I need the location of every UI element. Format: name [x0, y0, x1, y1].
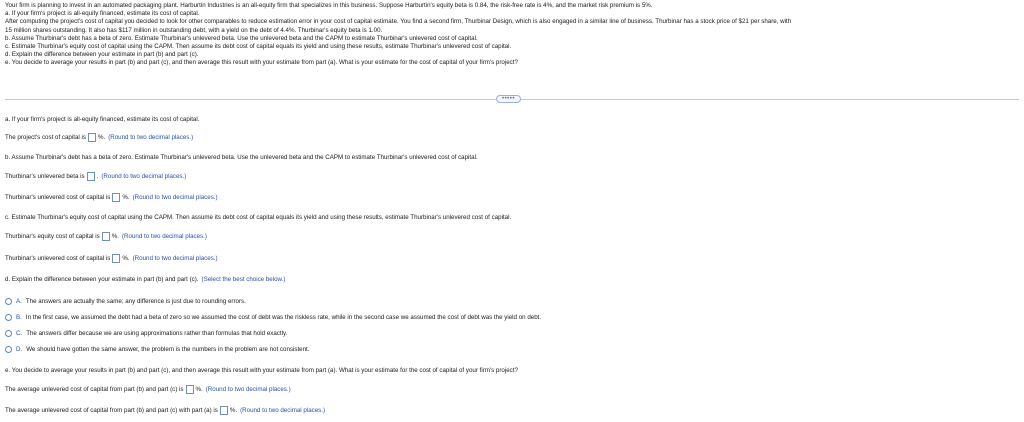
answer-b1-unit: .: [96, 173, 99, 180]
answer-d-hint: (Select the best choice below.): [201, 276, 286, 283]
answer-b2-unit: %.: [122, 194, 130, 201]
answer-c-question: [5, 214, 511, 221]
answer-e-question: [5, 367, 518, 374]
option-c-text: The answers differ because we are using approximations rather than formulas that hold exactly.: [26, 330, 288, 337]
answer-c-question-text: c. Estimate Thurbinar's equity cost of capital using the CAPM. Then assume its debt cost of capital equals its yield and using these results, estimate Thurbinar's unlevered cost of capital.: [5, 214, 512, 221]
option-d-text: We should have gotten the same answer, the problem is the numbers in the problem are not consistent.: [26, 346, 310, 353]
answer-c1-unit: %.: [111, 233, 119, 240]
option-c[interactable]: [5, 330, 287, 337]
answer-a-label: The project's cost of capital is: [5, 134, 86, 141]
problem-comparables-line2: 15 million shares outstanding. It also has $117 million in outstanding debt, with a yield on the debt of 4.4%. Thurbinar's equity beta is 1.00.: [5, 26, 383, 34]
answer-e2-unit: %.: [229, 407, 238, 414]
answer-b1-row: [5, 172, 186, 181]
answer-a-row: [5, 133, 193, 142]
answer-b2-input[interactable]: [112, 193, 120, 202]
answer-c1-label: Thurbinar's equity cost of capital is: [5, 233, 100, 240]
problem-statement: [5, 2, 1021, 68]
radio-option-a[interactable]: [5, 298, 12, 305]
problem-part-c: c. Estimate Thurbinar's equity cost of capital using the CAPM. Then assume its debt cost of capital equals its yield and using these results, estimate Thurbinar's unlevered cost of capital.: [5, 43, 512, 51]
answer-c1-input[interactable]: [102, 232, 110, 241]
problem-part-d: d. Explain the difference between your estimate in part (b) and part (c).: [5, 51, 199, 59]
answer-b2-row: [5, 193, 218, 202]
radio-option-d[interactable]: [5, 346, 12, 353]
answer-e2-input[interactable]: [220, 406, 228, 415]
expand-more-button[interactable]: [496, 95, 521, 103]
answer-e1-input[interactable]: [186, 385, 194, 394]
option-d-letter: D.: [16, 346, 23, 353]
answer-e-question-text: e. You decide to average your results in part (b) and part (c), and then average this result with your estimate from part (a). What is your estimate for the cost of capital of your firm's project?: [5, 367, 518, 374]
answer-e2-row: [5, 406, 325, 415]
radio-option-c[interactable]: [5, 330, 12, 337]
answer-c2-hint: (Round to two decimal places.): [132, 255, 218, 262]
problem-part-a: a. If your firm's project is all-equity financed, estimate its cost of capital.: [5, 10, 200, 18]
ellipsis-icon: •••••: [501, 96, 515, 102]
answer-a-hint: (Round to two decimal places.): [108, 134, 194, 141]
answer-c2-label: Thurbinar's unlevered cost of capital is: [5, 255, 111, 262]
problem-intro: Your firm is planning to invest in an automated packaging plant. Harburtin Industries is an all-equity firm that specializes in this business. Suppose Harburtin's equity beta is 0.84, the risk-free rate is 4%, and the market risk premium is 5%.: [5, 2, 653, 9]
answer-a-question: [5, 116, 199, 123]
answer-b-question-text: b. Assume Thurbinar's debt has a beta of zero. Estimate Thurbinar's unlevered beta. Use the unlevered beta and the CAPM to estimate Thurbinar's unlevered cost of capital.: [5, 154, 478, 161]
option-a[interactable]: [5, 298, 246, 305]
answer-b-question: [5, 154, 478, 161]
answer-b1-hint: (Round to two decimal places.): [101, 173, 187, 180]
option-d[interactable]: [5, 346, 309, 353]
option-a-text: The answers are actually the same; any difference is just due to rounding errors.: [25, 298, 246, 305]
problem-part-b: b. Assume Thurbinar's debt has a beta of zero. Estimate Thurbinar's unlevered beta. Use the unlevered beta and the CAPM to estimate Thurbinar's unlevered cost of capital.: [5, 34, 478, 42]
answer-e1-label: The average unlevered cost of capital from part (b) and part (c) is: [5, 386, 184, 393]
problem-comparables-line1: After computing the project's cost of capital you decided to look for other comparables to reduce estimation error in your cost of capital estimate. You find a second firm, Thurbinar Design, which is also engaged in a similar line of business. Thurbinar has a stock price of $21 per share, with: [5, 18, 792, 26]
answer-a-unit: %.: [97, 134, 106, 141]
answer-c1-row: [5, 232, 207, 241]
answer-b2-hint: (Round to two decimal places.): [132, 194, 218, 201]
answer-b1-label: Thurbinar's unlevered beta is: [5, 173, 85, 180]
option-b-letter: B.: [16, 314, 22, 321]
answer-a-input[interactable]: [88, 133, 96, 142]
option-b[interactable]: [5, 314, 541, 321]
answer-c2-row: [5, 254, 218, 263]
answer-b1-input[interactable]: [87, 172, 95, 181]
problem-part-e: e. You decide to average your results in part (b) and part (c), and then average this result with your estimate from part (a). What is your estimate for the cost of capital of your firm's project?: [5, 59, 518, 67]
answer-a-question-text: a. If your firm's project is all-equity financed, estimate its cost of capital.: [5, 116, 200, 123]
option-a-letter: A.: [16, 298, 22, 305]
answer-c1-hint: (Round to two decimal places.): [121, 233, 207, 240]
radio-option-b[interactable]: [5, 314, 12, 321]
answer-b2-label: Thurbinar's unlevered cost of capital is: [5, 194, 111, 201]
answer-c2-unit: %.: [122, 255, 130, 262]
answer-e2-label: The average unlevered cost of capital from part (b) and part (c) with part (a) is: [5, 407, 218, 414]
answer-e1-row: [5, 385, 291, 394]
answer-c2-input[interactable]: [112, 254, 120, 263]
answer-d-question-text: d. Explain the difference between your estimate in part (b) and part (c).: [5, 276, 199, 283]
option-b-text: In the first case, we assumed the debt had a beta of zero so we assumed the cost of debt was the riskless rate, while in the second case we assumed the cost of debt was the yield on debt.: [25, 314, 542, 321]
answer-e1-hint: (Round to two decimal places.): [205, 386, 291, 393]
answer-e2-hint: (Round to two decimal places.): [240, 407, 326, 414]
answer-e1-unit: %.: [195, 386, 203, 393]
option-c-letter: C.: [16, 330, 23, 337]
answer-d-question: [5, 276, 285, 283]
